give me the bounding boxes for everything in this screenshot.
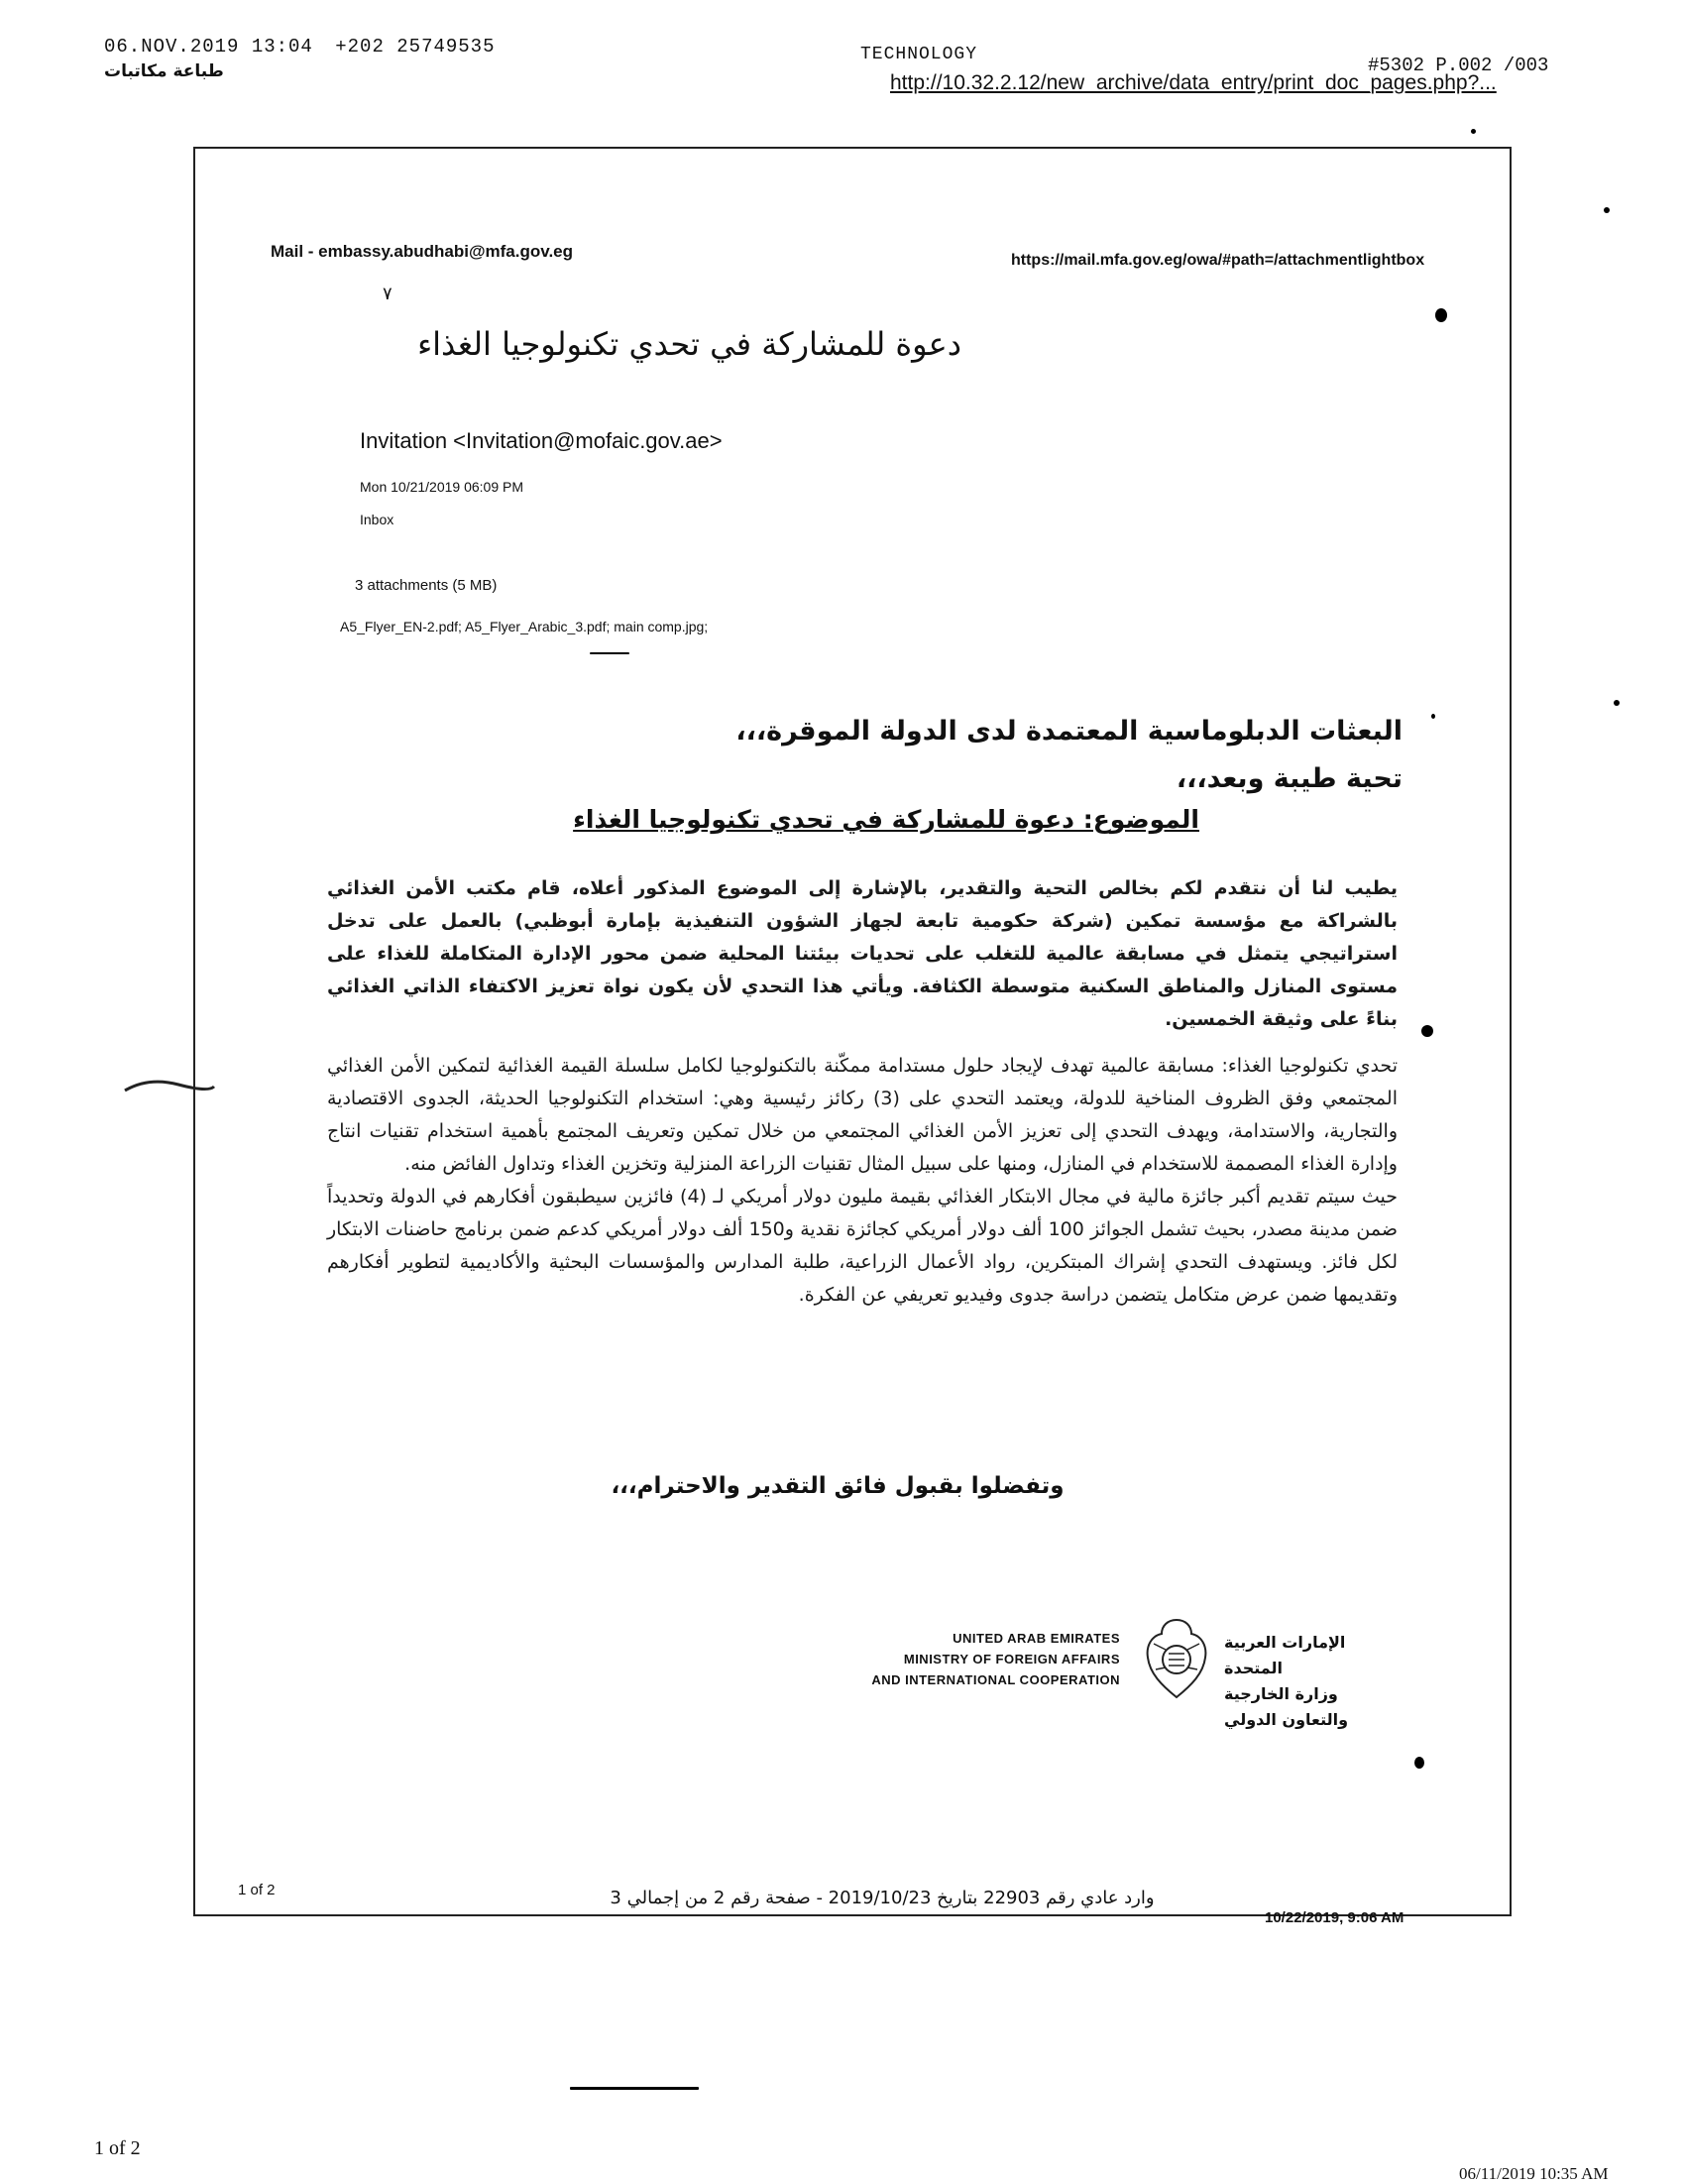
- fax-datetime: [104, 36, 495, 57]
- letter-paragraph-3: حيث سيتم تقديم أكبر جائزة مالية في مجال الابتكار الغذائي بقيمة مليون دولار أمريكي لـ (4) فائزين سيطبقون أفكارهم في الدولة وتحديداً ضمن مدينة مصدر، بحيث تشمل الجوائز 100 ألف دولار أمريكي كجائزة نقدية و150 ألف دولار أمريكي كدعم ضمن برنامج حاضنات الابتكار لكل فائز. ويستهدف التحدي إشراك المبتكرين، رواد الأعمال الزراعية، طلبة المدارس والمؤسسات البحثية والأكاديمية لتطوير أفكارهم وتقديمها ضمن عرض متكامل يتضمن دراسة جدوى وفيديو تعريفي عن الفكرة.: [327, 1186, 1398, 1306]
- scan-speck: [1604, 207, 1610, 213]
- scan-speck: [1414, 1757, 1424, 1769]
- archive-url[interactable]: http://10.32.2.12/new_archive/data_entry/print_doc_pages.php?...: [890, 71, 1497, 94]
- page-count: 1 of 2: [94, 2137, 141, 2159]
- letter-closing: وتفضلوا بقبول فائق التقدير والاحترام،،،: [611, 1473, 1065, 1499]
- letterhead-en-line-3: AND INTERNATIONAL COOPERATION: [871, 1672, 1120, 1687]
- frame-page-count: 1 of 2: [238, 1882, 276, 1898]
- fax-page-ref: #5302 P.002 /003: [1368, 55, 1549, 76]
- scan-speck: [1614, 700, 1620, 706]
- scan-pen-stroke: [119, 1071, 218, 1110]
- letter-paragraph-2: تحدي تكنولوجيا الغذاء: مسابقة عالمية تهدف لإيجاد حلول مستدامة ممكّنة بالتكنولوجيا لكامل سلسلة القيمة الغذائية لتمكين الأمن الغذائي المجتمعي وفق الظروف المناخية للدولة، ويعتمد التحدي على (3) ركائز رئيسية وهي: استخدام التكنولوجيا الحديثة، الجدوى الاقتصادية والتجارية، والاستدامة، ويهدف التحدي إلى تعزيز الأمن الغذائي المجتمعي من خلال تمكين وتعريف المجتمع بأهمية استخدام تقنيات انتاج وإدارة الغذاء المصممة للاستخدام في المنازل، ومنها على سبيل المثال تقنيات الزراعة المنزلية وتخزين الغذاء وتداول الفائض منه.: [327, 1055, 1398, 1175]
- attachments-list[interactable]: A5_Flyer_EN-2.pdf; A5_Flyer_Arabic_3.pdf; main comp.jpg;: [340, 619, 709, 634]
- email-from: Invitation <Invitation@mofaic.gov.ae>: [360, 428, 723, 453]
- fax-date: 06.NOV.2019 13:04: [104, 36, 313, 57]
- uae-emblem-icon: [1138, 1614, 1215, 1705]
- letterhead-ar-line-3: والتعاون الدولي: [1224, 1710, 1349, 1729]
- fax-department: TECHNOLOGY: [860, 45, 978, 64]
- scan-speck: [1421, 1025, 1433, 1037]
- scan-speck: [1431, 714, 1435, 719]
- scan-speck: [570, 2087, 699, 2090]
- letterhead-en-line-2: MINISTRY OF FOREIGN AFFAIRS: [903, 1652, 1120, 1667]
- letter-body: [327, 872, 1398, 1312]
- handwritten-mark: ٧: [383, 284, 393, 303]
- email-date: Mon 10/21/2019 06:09 PM: [360, 479, 524, 495]
- letterhead-ar: [1224, 1630, 1403, 1733]
- letter-paragraph-1: يطيب لنا أن نتقدم لكم بخالص التحية والتقدير، بالإشارة إلى الموضوع المذكور أعلاه، قام مكتب الأمن الغذائي بالشراكة مع مؤسسة تمكين (شركة حكومية تابعة لجهاز الشؤون التنفيذية بإمارة أبوظبي) بالعمل على تدخل استراتيجي يتمثل في مسابقة عالمية للتغلب على تحديات بيئتنا المحلية ضمن محور الإدارة المتكاملة للغذاء على مستوى المنازل والمناطق السكنية متوسطة الكثافة. ويأتي هذا التحدي لأن يكون نواة تعزيز الاكتفاء الذاتي الغذائي بناءً على وثيقة الخمسين.: [327, 877, 1398, 1030]
- letterhead-en-line-1: UNITED ARAB EMIRATES: [953, 1631, 1120, 1646]
- incoming-ref-stamp: وارد عادي رقم 22903 بتاريخ 2019/10/23 - صفحة رقم 2 من إجمالي 3: [610, 1888, 1155, 1908]
- mail-url: https://mail.mfa.gov.eg/owa/#path=/attachmentlightbox: [1011, 252, 1425, 269]
- letter-subject-line: الموضوع: دعوة للمشاركة في تحدي تكنولوجيا الغذاء: [573, 805, 1199, 834]
- letter-addressee: البعثات الدبلوماسية المعتمدة لدى الدولة الموقرة،،،: [735, 716, 1403, 747]
- scan-speck: [590, 652, 629, 654]
- attachments-count: 3 attachments (5 MB): [355, 577, 498, 594]
- mail-account: Mail - embassy.abudhabi@mfa.gov.eg: [271, 242, 574, 261]
- scan-speck: [1435, 308, 1447, 322]
- letter-greeting: تحية طيبة وبعد،،،: [1176, 763, 1403, 794]
- letterhead-en: [823, 1628, 1120, 1690]
- email-subject: دعوة للمشاركة في تحدي تكنولوجيا الغذاء: [417, 325, 961, 363]
- fax-sender: طباعة مكاتبات: [104, 61, 224, 81]
- letterhead-ar-line-1: الإمارات العربية المتحدة: [1224, 1633, 1346, 1677]
- frame-print-datetime: 10/22/2019, 9:06 AM: [1265, 1909, 1404, 1926]
- fax-phone: +202 25749535: [335, 36, 496, 57]
- letterhead-ar-line-2: وزارة الخارجية: [1224, 1684, 1338, 1703]
- scan-speck: [1471, 129, 1476, 134]
- page-print-datetime: 06/11/2019 10:35 AM: [1459, 2164, 1609, 2183]
- email-folder: Inbox: [360, 512, 394, 527]
